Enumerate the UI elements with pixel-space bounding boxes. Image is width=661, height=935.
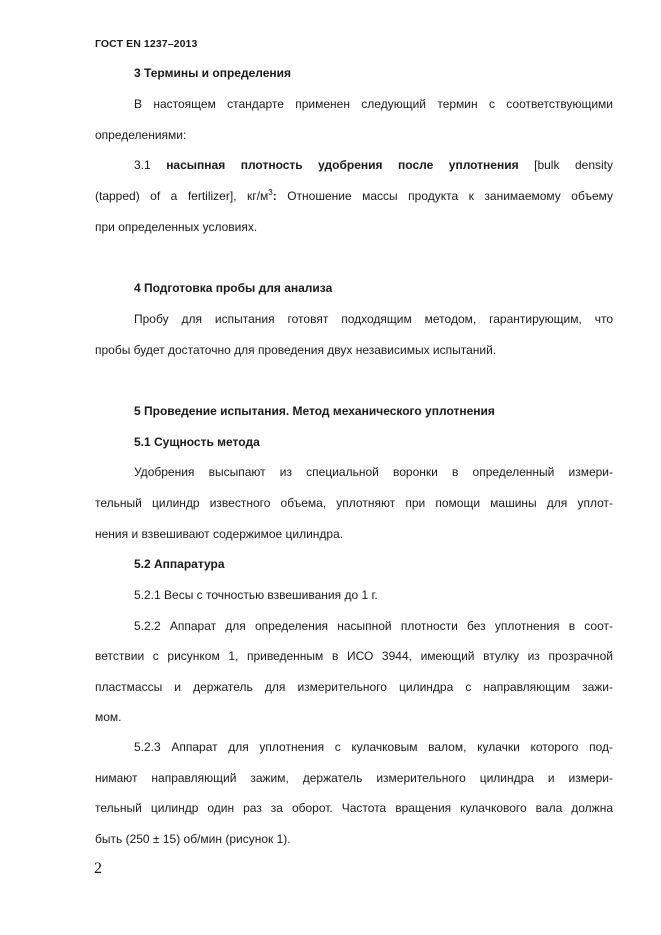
definition-english-unit: (tapped) of a fertilizer], кг/м [95,189,269,203]
item-5-2-2-line: ветствии с рисунком 1, приведенным в ИСО 3944, имеющий втулку из прозрачной [95,649,613,663]
item-5-2-2-line: пластмассы и держатель для измерительного цилиндра с направляющим зажи- [95,680,613,694]
s51-paragraph-line: Удобрения высыпают из специальной воронки в определенный измери- [134,465,613,479]
definition-number: 3.1 [134,158,151,172]
s4-paragraph-line: Пробу для испытания готовят подходящим методом, гарантирующим, что [134,312,613,326]
document-header: ГОСТ EN 1237–2013 [95,38,198,50]
item-5-2-3-line: тельный цилиндр один раз за оборот. Частота вращения кулачкового вала должна [95,801,613,815]
item-5-2-1: 5.2.1 Весы с точностью взвешивания до 1 г. [134,588,378,602]
definition-text: Отношение массы продукта к занимаемому объему [287,189,613,203]
s51-paragraph-line: тельный цилиндр известного объема, уплотняют при помощи машины для уплот- [95,496,613,510]
s4-paragraph-line: пробы будет достаточно для проведения двух независимых испытаний. [95,343,497,357]
definition-term: насыпная плотность удобрения после уплотнения [166,158,519,172]
section-3-title: 3 Термины и определения [134,66,292,80]
section-5-title: 5 Проведение испытания. Метод механического уплотнения [134,404,495,418]
subsection-5-2-title: 5.2 Аппаратура [134,557,225,571]
item-5-2-3-line: нимают направляющий зажим, держатель измерительного цилиндра и измери- [95,771,613,785]
item-5-2-2-line: мом. [95,710,122,724]
item-5-2-2-line: 5.2.2 Аппарат для определения насыпной плотности без уплотнения в соот- [134,619,613,633]
definition-line-2 [95,189,613,204]
page-number: 2 [94,860,102,877]
definition-line-3: при определенных условиях. [95,220,258,234]
section-4-title: 4 Подготовка пробы для анализа [134,281,333,295]
subsection-5-1-title: 5.1 Сущность метода [134,435,260,449]
item-5-2-3-line: 5.2.3 Аппарат для уплотнения с кулачковым валом, кулачки которого под- [134,740,613,754]
s3-paragraph-line: определениями: [95,128,187,142]
definition-colon: : [272,189,277,203]
item-5-2-3-line: быть (250 ± 15) об/мин (рисунок 1). [95,832,291,846]
definition-english: [bulk density [534,158,613,172]
s3-paragraph-line: В настоящем стандарте применен следующий термин с соответствующими [134,97,613,111]
definition-line-1 [134,158,613,173]
unit-superscript: 3 [268,188,273,197]
s51-paragraph-line: нения и взвешивают содержимое цилиндра. [95,527,344,541]
